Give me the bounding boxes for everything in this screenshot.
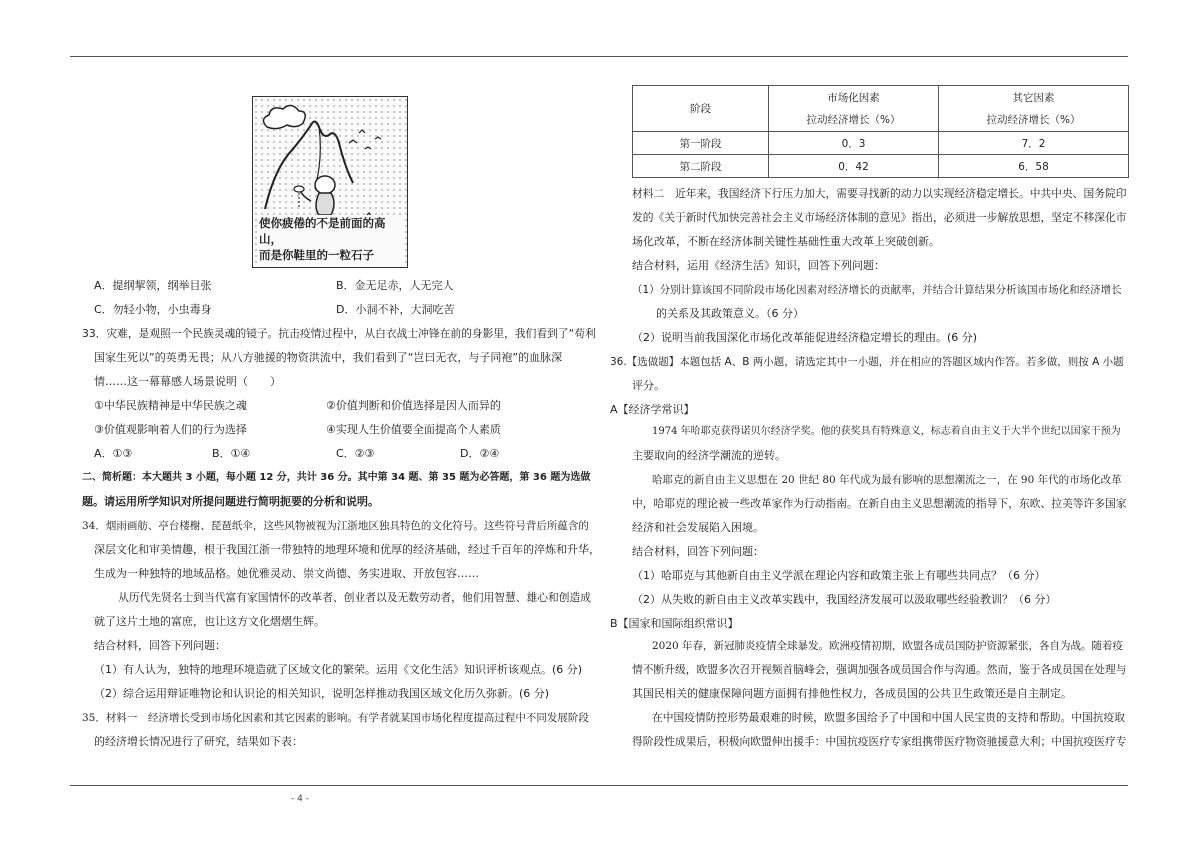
q36-option-b-title: B【国家和国际组织常识】 (610, 617, 739, 630)
q33-text-line1: 33．灾难，是观照一个民族灵魂的镜子。抗击疫情过程中，从白衣战士冲锋在前的身影里，我们看到了“苟利 (82, 327, 596, 340)
table-header-other-line1: 其它因素 (1012, 91, 1055, 104)
header-rule (70, 56, 1128, 57)
table-header-stage: 阶段 (633, 86, 769, 132)
q32-option-c: C．勿轻小物，小虫毒身 (94, 303, 212, 316)
q36-a-text-line1: 1974 年哈耶克获得诺贝尔经济学奖。他的获奖具有特殊意义，标志着自由主义于大半个世纪以国家干预为 (652, 426, 1121, 437)
q36-b-text-line4: 在中国疫情防控形势最艰难的时候，欧盟多国给予了中国和中国人民宝贵的支持和帮助。中国抗疫取 (652, 711, 1126, 724)
q35-subquestion-2: （2）说明当前我国深化市场化改革能促进经济稳定增长的理由。(6 分) (632, 331, 978, 344)
section2-heading-line1: 二、简析题：本大题共 3 小题，每小题 12 分，共计 36 分。其中第 34 题、第 35 题为必答题，第 36 题为选做 (82, 472, 591, 483)
table-header-other-line2: 拉动经济增长（%） (986, 113, 1081, 126)
q36-a-prompt: 结合材料，回答下列问题： (632, 545, 764, 558)
q33-choice-a: A．①③ (94, 447, 133, 460)
cartoon-caption (257, 215, 405, 263)
q36-intro-line1: 36.【选做题】本题包括 A、B 两小题，请选定其中一小题，并在相应的答题区域内作答。若多做，则按 A 小题 (610, 356, 1124, 368)
table-header-other (939, 86, 1129, 132)
q35-material1-line2: 的经济增长情况进行了研究，结果如下表： (94, 735, 303, 748)
q34-text-line3: 生成为一种独特的地域品格。她优雅灵动、崇文尚德、务实进取、开放包容…… (94, 567, 479, 580)
table-cell-market: 0．3 (769, 132, 939, 155)
q36-a-subquestion-1: （1）哈耶克与其他新自由主义学派在理论内容和政策主张上有哪些共同点？（6 分） (632, 569, 1046, 582)
q36-a-text-line2: 主要取向的经济学潮流的逆转。 (632, 449, 786, 462)
q34-subquestion-2: （2）综合运用辩证唯物论和认识论的相关知识，说明怎样推动我国区域文化历久弥新。(6 分) (94, 687, 550, 700)
table-cell-other: 7．2 (939, 132, 1129, 155)
table-cell-market: 0．42 (769, 155, 939, 178)
page-number: - 4 - (291, 794, 309, 804)
q35-material2-line2: 发的《关于新时代加快完善社会主义市场经济体制的意见》指出，必须进一步解放思想，坚定不移深化市 (632, 211, 1127, 224)
q35-subquestion-1-line2: 的关系及其政策意义。（6 分） (656, 307, 804, 320)
q33-text-line2: 国家生死以”的英勇无畏；从八方驰援的物资洪流中，我们看到了“岂曰无衣，与子同袍”的血脉深 (94, 351, 563, 364)
q34-text-line4: 从历代先贤名士到当代富有家国情怀的改革者、创业者以及无数劳动者，他们用智慧、雄心和创造成 (118, 591, 592, 604)
table-header-market-line1: 市场化因素 (827, 91, 880, 104)
q36-option-a-title: A【经济学常识】 (610, 403, 695, 416)
q35-subquestion-1-line1: （1）分别计算该国不同阶段市场化因素对经济增长的贡献率，并结合计算结果分析该国市场化和经济增长 (632, 284, 1122, 296)
cartoon-illustration (252, 96, 408, 268)
cartoon-caption-line1: 使你疲倦的不是前面的高山， (259, 216, 386, 246)
q36-a-text-line5: 经济和社会发展陷入困境。 (632, 521, 764, 534)
q34-prompt: 结合材料，回答下列问题： (94, 639, 226, 652)
table-row (633, 132, 1129, 155)
q35-prompt: 结合材料，运用《经济生活》知识，回答下列问题： (632, 259, 885, 272)
q34-text-line5: 就了这片土地的富庶，也让这方文化熠熠生辉。 (94, 615, 325, 628)
q33-statement-1: ①中华民族精神是中华民族之魂 (94, 399, 247, 412)
cartoon-caption-line2: 而是你鞋里的一粒石子 (259, 248, 374, 262)
table-cell-stage: 第二阶段 (633, 155, 769, 178)
table-cell-other: 6．58 (939, 155, 1129, 178)
q34-subquestion-1: （1）有人认为，独特的地理环境造就了区域文化的繁荣。运用《文化生活》知识评析该观点。(6 分) (94, 663, 583, 676)
q34-text-line1: 34．烟雨画舫、亭台楼榭、琵琶纸伞，这些风物被视为江浙地区独具特色的文化符号。这些符号背后所蕴含的 (82, 520, 589, 532)
q33-choice-b: B．①④ (212, 447, 251, 460)
table-header-market-line2: 拉动经济增长（%） (806, 113, 901, 126)
q33-statement-4: ④实现人生价值要全面提高个人素质 (326, 423, 501, 436)
q36-b-text-line3: 其国民相关的健康保障问题方面拥有排他性权力，各成员国的公共卫生政策还是自主制定。 (632, 687, 1072, 700)
q36-a-text-line3: 哈耶克的新自由主义思想在 20 世纪 80 年代成为最有影响的思想潮流之一，在 90 年代的市场化改革 (652, 474, 1122, 486)
q33-choice-d: D．②④ (460, 447, 500, 460)
q36-b-text-line1: 2020 年春，新冠肺炎疫情全球暴发。欧洲疫情初期，欧盟各成员国防护资源紧张，各自为战。随着疫 (652, 640, 1124, 652)
q33-text-line3: 情……这一幕幕感人场景说明（ ） (94, 375, 281, 388)
q32-option-d: D．小洞不补，大洞吃苦 (336, 303, 455, 316)
q36-a-text-line4: 中，哈耶克的理论被一些改革家作为行动指南。在新自由主义思想潮流的指导下，东欧、拉美等许多国家 (632, 497, 1127, 510)
table-header-market (769, 86, 939, 132)
q35-material2-line1: 材料二 近年来，我国经济下行压力加大，需要寻找新的动力以实现经济稳定增长。中共中央、国务院印 (632, 187, 1127, 200)
q36-a-subquestion-2: （2）从失败的新自由主义改革实践中，我国经济发展可以汲取哪些经验教训？（6 分） (632, 593, 1057, 606)
table-cell-stage: 第一阶段 (633, 132, 769, 155)
q36-intro-line2: 评分。 (632, 379, 665, 392)
q32-option-b: B．金无足赤，人无完人 (336, 279, 454, 292)
q35-material1-line1: 35．材料一 经济增长受到市场化因素和其它因素的影响。有学者就某国市场化程度提高过程中不同发展阶段 (82, 712, 589, 724)
footer-rule (70, 785, 1128, 786)
section2-heading-line2: 题。请运用所学知识对所提问题进行简明扼要的分析和说明。 (82, 495, 379, 508)
q33-statement-2: ②价值判断和价值选择是因人而异的 (326, 399, 501, 412)
table-row (633, 155, 1129, 178)
q35-material2-line3: 场化改革，不断在经济体制关键性基础性重大改革上突破创新。 (632, 235, 940, 248)
q33-statement-3: ③价值观影响着人们的行为选择 (94, 423, 247, 436)
q36-b-text-line5: 得阶段性成果后，积极向欧盟伸出援手：中国抗疫医疗专家组携带医疗物资驰援意大利；中国抗疫医疗专 (632, 735, 1127, 748)
q32-option-a: A．提纲挈领，纲举目张 (94, 279, 212, 292)
q36-b-text-line2: 情不断升级，欧盟多次召开视频首脑峰会，强调加强各成员国合作与沟通。然而，鉴于各成员国在处理与 (632, 663, 1127, 676)
q33-choice-c: C．②③ (336, 447, 375, 460)
growth-factor-table (632, 85, 1129, 178)
q34-text-line2: 深层文化和审美情趣，根于我国江浙一带独特的地理环境和优厚的经济基础，经过千百年的淬炼和升华， (94, 543, 600, 556)
